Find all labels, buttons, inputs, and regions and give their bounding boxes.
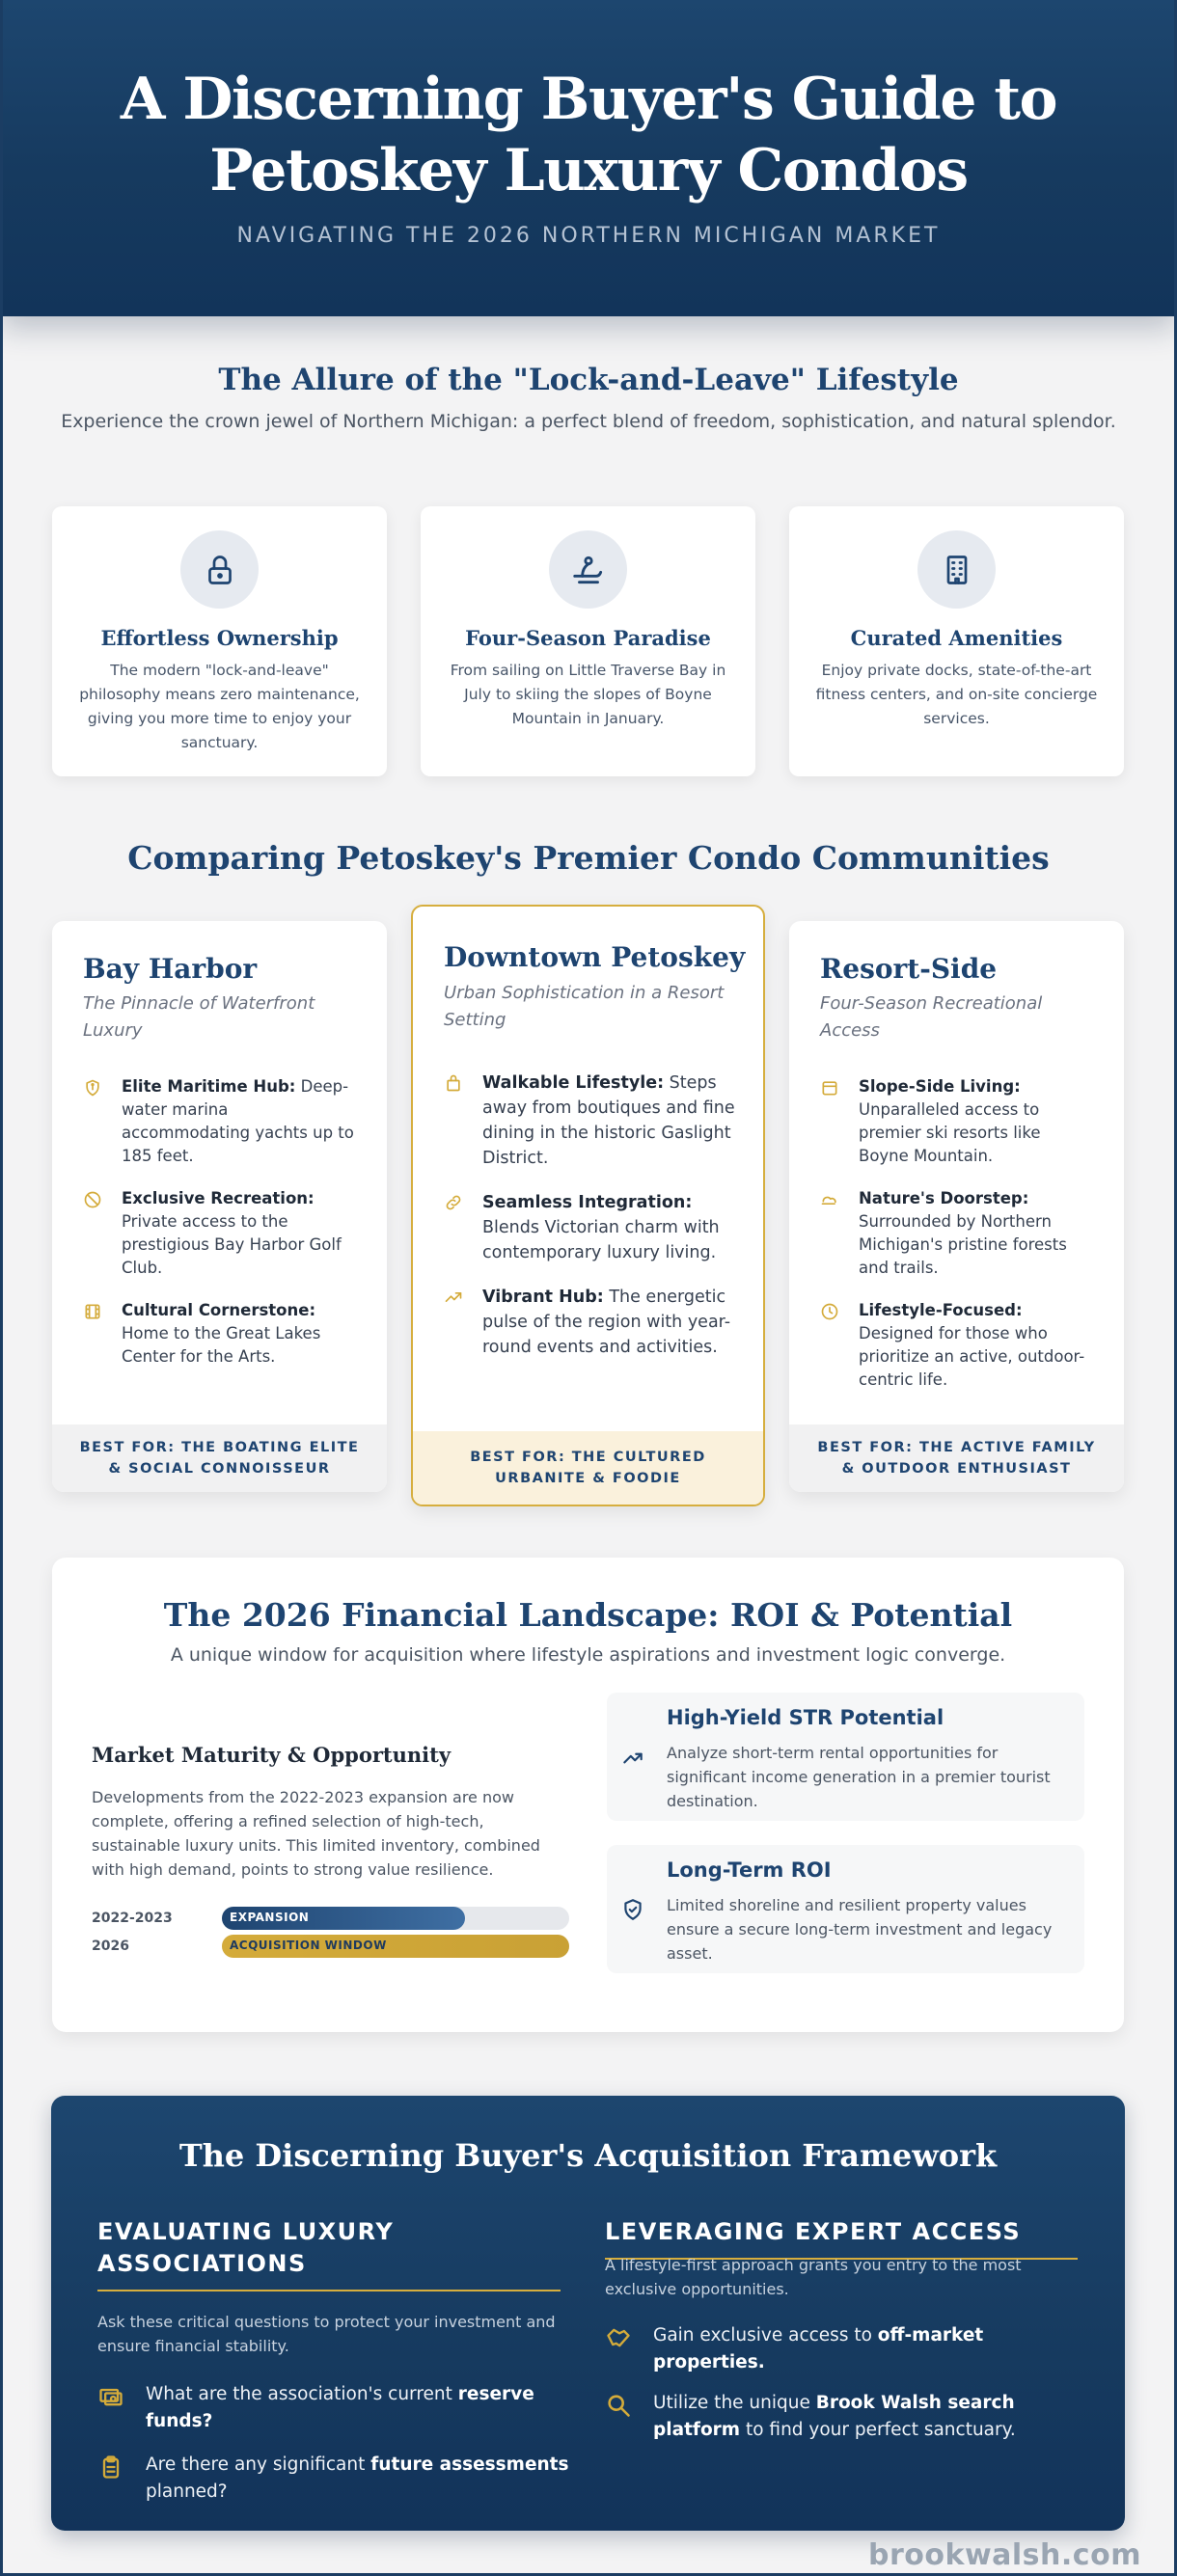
timeline-bar-label: 2026 [92, 1939, 129, 1954]
community-card-downtown-petoskey [411, 905, 765, 1506]
best-for-label: BEST FOR: THE CULTURED URBANITE & FOODIE [413, 1431, 763, 1505]
feature-card-text: From sailing on Little Traverse Bay in July to skiing the slopes of Boyne Mountain in January. [450, 662, 726, 727]
list-item: Vibrant Hub: The energetic pulse of the region with year-round events and activities. [444, 1285, 738, 1360]
leaf-cloud-icon [820, 1190, 839, 1209]
money-icon [97, 2383, 124, 2410]
community-tagline: The Pinnacle of Waterfront Luxury [83, 993, 315, 1041]
list-item: Walkable Lifestyle: Steps away from boutiques and fine dining in the historic Gaslight District. [444, 1071, 738, 1171]
community-card-resort-side [789, 921, 1124, 1492]
feature-card-ownership [52, 506, 387, 776]
community-card-bay-harbor [52, 921, 387, 1492]
allure-section-description: Experience the crown jewel of Northern Michigan: a perfect blend of freedom, sophistication, and natural splendor. [61, 411, 1116, 432]
feature-card-title: Effortless Ownership [100, 626, 339, 650]
clock-icon [820, 1302, 839, 1321]
list-item: What are the association's current reserve funds? [146, 2381, 570, 2435]
best-for-label: BEST FOR: THE ACTIVE FAMILY & OUTDOOR ENTHUSIAST [789, 1424, 1124, 1492]
expert-access-heading: LEVERAGING EXPERT ACCESS [605, 2216, 1078, 2260]
shield-check-icon [620, 1897, 645, 1922]
feature-card-text: Enjoy private docks, state-of-the-art fitness centers, and on-site concierge services. [815, 662, 1098, 727]
search-icon [605, 2392, 632, 2419]
calendar-icon [820, 1078, 839, 1098]
list-item: Utilize the unique Brook Walsh search platform to find your perfect sanctuary. [653, 2390, 1078, 2444]
community-feature-list [444, 1071, 738, 1360]
str-potential-text: Analyze short-term rental opportunities for significant income generation in a premier tourist destination. [667, 1744, 1051, 1810]
long-term-roi-title: Long-Term ROI [667, 1858, 832, 1882]
list-item: Are there any significant future assessments planned? [146, 2452, 570, 2506]
trending-up-icon [444, 1288, 463, 1307]
timeline-bar-fill: EXPANSION [222, 1907, 465, 1930]
list-item: Cultural Cornerstone: Home to the Great Lakes Center for the Arts. [83, 1299, 358, 1369]
sailboat-icon [549, 530, 627, 609]
list-item: Seamless Integration: Blends Victorian charm with contemporary luxury living. [444, 1190, 738, 1265]
building-icon [917, 530, 996, 609]
framework-title: The Discerning Buyer's Acquisition Framework [178, 2137, 998, 2174]
community-name: Downtown Petoskey [444, 941, 746, 973]
list-item: Nature's Doorstep: Surrounded by Northern Michigan's pristine forests and trails. [820, 1187, 1095, 1280]
page-title: A Discerning Buyer's Guide to Petoskey Luxury Condos [120, 66, 1057, 204]
expert-access-description: A lifestyle-first approach grants you entry to the most exclusive opportunities. [605, 2256, 1022, 2298]
community-name: Bay Harbor [83, 953, 258, 985]
market-maturity-title: Market Maturity & Opportunity [92, 1743, 452, 1767]
shopping-bag-icon [444, 1073, 463, 1093]
timeline-bar-expansion [92, 1907, 569, 1932]
list-item: Lifestyle-Focused: Designed for those who prioritize an active, outdoor-centric life. [820, 1299, 1095, 1392]
community-tagline: Urban Sophistication in a Resort Setting [444, 983, 725, 1030]
allure-section-title: The Allure of the "Lock-and-Leave" Lifestyle [218, 363, 959, 397]
feature-card-seasons [421, 506, 755, 776]
str-potential-title: High-Yield STR Potential [667, 1706, 944, 1729]
market-maturity-text: Developments from the 2022-2023 expansion are now complete, offering a refined selection of high-tech, sustainable luxury units. This limited inventory, combined with high demand, points to strong value resilience. [92, 1788, 540, 1879]
page-subtitle: NAVIGATING THE 2026 NORTHERN MICHIGAN MARKET [236, 224, 941, 248]
feature-card-text: The modern "lock-and-leave" philosophy means zero maintenance, giving you more time to enjoy your sanctuary. [79, 662, 360, 751]
timeline-bar-acquisition [92, 1935, 569, 1960]
list-item: Slope-Side Living: Unparalleled access to premier ski resorts like Boyne Mountain. [820, 1075, 1095, 1168]
evaluating-description: Ask these critical questions to protect your investment and ensure financial stability. [97, 2313, 556, 2355]
feature-card-title: Curated Amenities [850, 626, 1063, 650]
str-potential-box [607, 1693, 1084, 1821]
brand-watermark: brookwalsh.com [868, 2538, 1141, 2572]
community-tagline: Four-Season Recreational Access [820, 993, 1043, 1041]
list-item: Elite Maritime Hub: Deep-water marina accommodating yachts up to 185 feet. [83, 1075, 358, 1168]
community-feature-list [820, 1075, 1095, 1392]
long-term-roi-text: Limited shoreline and resilient property values ensure a secure long-term investment and legacy asset. [667, 1896, 1053, 1963]
feature-card-title: Four-Season Paradise [465, 626, 711, 650]
hero-header [0, 0, 1177, 316]
financial-section [52, 1558, 1124, 2032]
golf-icon [83, 1190, 102, 1209]
long-term-roi-box [607, 1845, 1084, 1973]
list-item: Exclusive Recreation: Private access to the prestigious Bay Harbor Golf Club. [83, 1187, 358, 1280]
financial-title: The 2026 Financial Landscape: ROI & Potential [163, 1596, 1013, 1634]
handshake-icon [605, 2324, 632, 2351]
timeline-bar-track [222, 1935, 569, 1958]
list-item: Gain exclusive access to off-market properties. [653, 2322, 1078, 2376]
clipboard-icon [97, 2454, 124, 2481]
financial-description: A unique window for acquisition where lifestyle aspirations and investment logic converge. [170, 1644, 1006, 1666]
timeline-bar-track [222, 1907, 569, 1930]
timeline-bar-fill: ACQUISITION WINDOW [222, 1935, 569, 1958]
anchor-shield-icon [83, 1078, 102, 1098]
trending-up-icon [620, 1745, 645, 1770]
theater-icon [83, 1302, 102, 1321]
lock-icon [180, 530, 259, 609]
communities-section-title: Comparing Petoskey's Premier Condo Communities [127, 839, 1050, 877]
community-feature-list [83, 1075, 358, 1369]
evaluating-heading: EVALUATING LUXURY ASSOCIATIONS [97, 2216, 561, 2291]
acquisition-framework [51, 2096, 1125, 2531]
best-for-label: BEST FOR: THE BOATING ELITE & SOCIAL CONNOISSEUR [52, 1424, 387, 1492]
timeline-bar-label: 2022-2023 [92, 1911, 173, 1926]
feature-card-amenities [789, 506, 1124, 776]
community-name: Resort-Side [820, 953, 998, 985]
link-icon [444, 1193, 463, 1212]
